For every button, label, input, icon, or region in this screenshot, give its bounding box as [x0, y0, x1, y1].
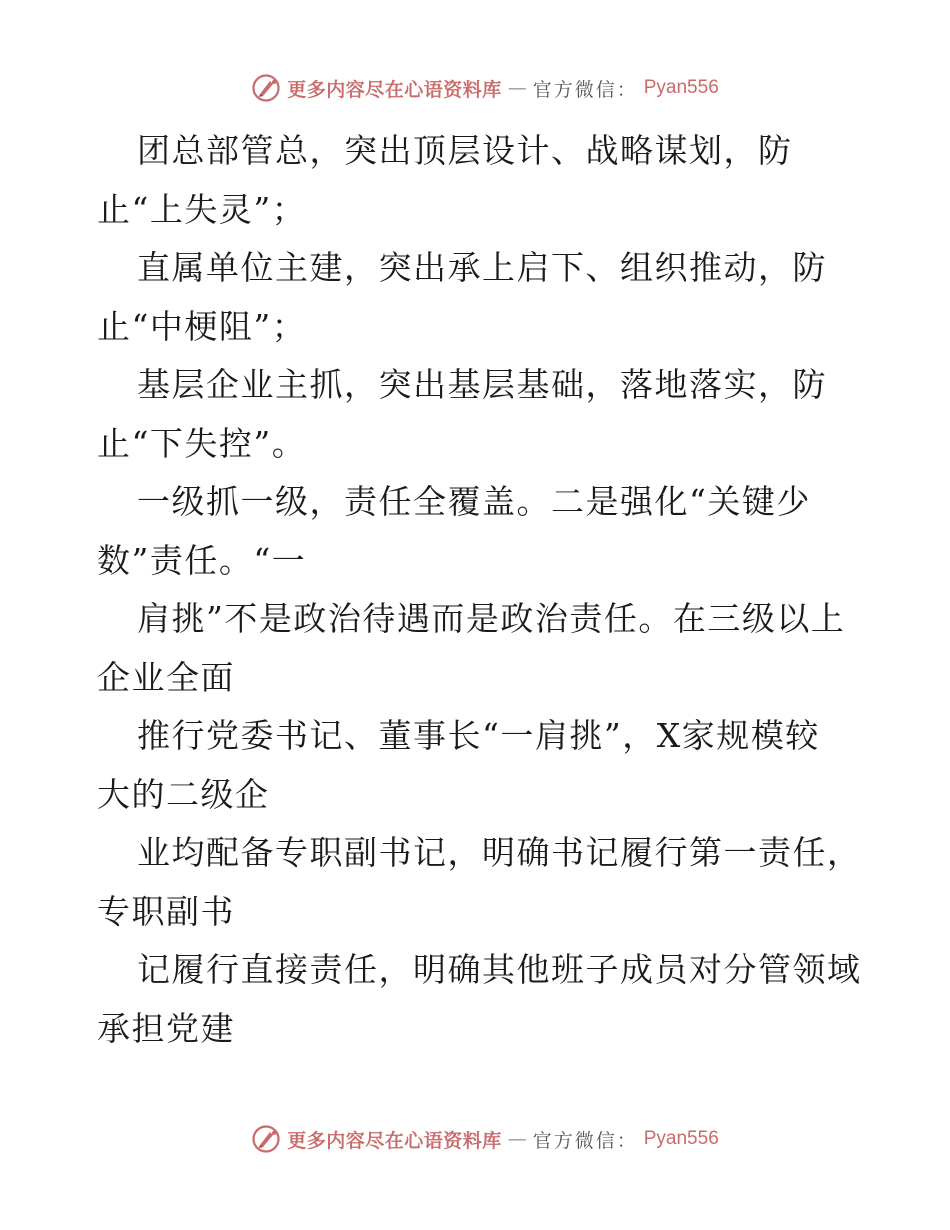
- footer-banner-content: [251, 1124, 719, 1154]
- text-line: 肩挑”不是政治待遇而是政治责任。在三级以上: [137, 599, 846, 638]
- header-banner-content: [251, 73, 719, 103]
- text-line: 承担党建: [97, 1008, 235, 1048]
- pen-logo-icon: [251, 1124, 281, 1154]
- footer-brand-text: 更多内容尽在心语资料库: [287, 1129, 502, 1152]
- document-body: [97, 122, 862, 1058]
- footer-wechat-label: 官方微信：: [532, 1129, 638, 1152]
- text-line: 止“下失控”。: [97, 423, 307, 463]
- text-line: 数”责任。“一: [97, 540, 307, 580]
- pen-logo-icon: [251, 73, 281, 103]
- header-wechat-id: Pyan556: [643, 77, 719, 98]
- footer-separator: —: [507, 1128, 527, 1150]
- text-line: 止“上失灵”；: [97, 189, 307, 229]
- header-separator: —: [507, 77, 527, 99]
- header-brand-text: 更多内容尽在心语资料库: [287, 78, 502, 101]
- footer-wechat-id: Pyan556: [643, 1128, 719, 1149]
- text-line: 记履行直接责任，明确其他班子成员对分管领域: [137, 950, 862, 989]
- text-line: 专职副书: [97, 891, 235, 931]
- text-line: 止“中梗阻”；: [97, 306, 307, 346]
- text-line: 直属单位主建，突出承上启下、组织推动，防: [137, 248, 827, 287]
- text-line: 推行党委书记、董事长“一肩挑”，X家规模较: [137, 716, 820, 755]
- text-line: 基层企业主抓，突出基层基础，落地落实，防: [137, 365, 827, 404]
- footer-banner: [0, 1124, 950, 1154]
- header-wechat-label: 官方微信：: [532, 78, 638, 101]
- text-line: 企业全面: [97, 657, 235, 697]
- text-line: 业均配备专职副书记，明确书记履行第一责任，: [137, 833, 862, 872]
- text-line: 团总部管总，突出顶层设计、战略谋划，防: [137, 131, 793, 170]
- header-banner: [0, 73, 950, 103]
- text-line: 一级抓一级，责任全覆盖。二是强化“关键少: [137, 482, 811, 521]
- text-line: 大的二级企: [97, 774, 270, 814]
